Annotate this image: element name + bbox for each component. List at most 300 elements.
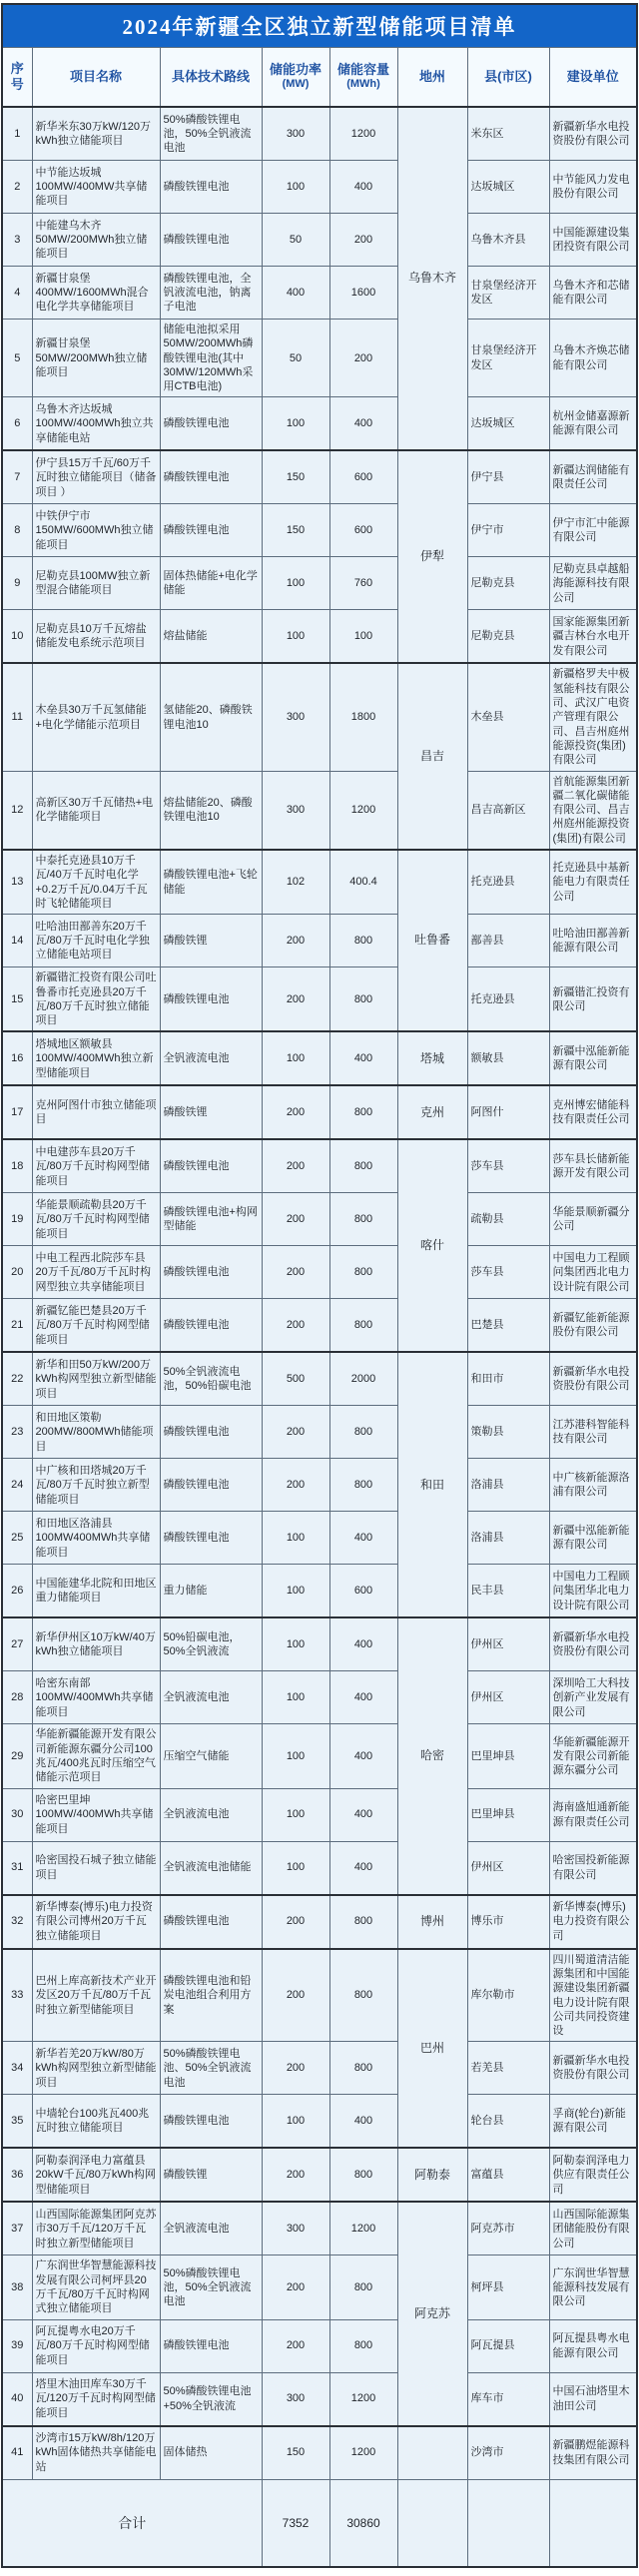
cell-project-name: 新华博泰(博乐)电力投资有限公司博州20万千瓦独立储能项目 <box>32 1895 160 1949</box>
cell-prefecture <box>397 2426 467 2480</box>
cell-county: 巴里坤县 <box>467 1724 549 1788</box>
cell-project-name: 华能新疆能源开发有限公司新能源东疆分公司100兆瓦/400兆瓦时压缩空气储能示范项目 <box>32 1724 160 1788</box>
cell-prefecture: 乌鲁木齐 <box>397 107 467 450</box>
column-header-prefecture: 地州 <box>397 48 467 108</box>
table-row <box>2 450 637 504</box>
cell-project-name: 塔城地区额敏县100MW/400MWh独立新型储能项目 <box>32 1031 160 1085</box>
table-row <box>2 1193 637 1246</box>
cell-tech-route: 磷酸铁锂 <box>160 1085 262 1139</box>
table-row <box>2 107 637 161</box>
cell-no: 39 <box>2 2319 32 2372</box>
table-row <box>2 1724 637 1788</box>
cell-capacity: 800 <box>329 2255 397 2319</box>
cell-project-name: 和田地区策勒200MW/800MWh储能项目 <box>32 1406 160 1459</box>
cell-capacity: 1200 <box>329 2202 397 2255</box>
cell-county: 木垒县 <box>467 663 549 771</box>
cell-project-name: 巴州上库高新技术产业开发区20万千瓦/80万千瓦时独立新型储能项目 <box>32 1949 160 2042</box>
cell-capacity: 800 <box>329 1949 397 2042</box>
cell-power: 200 <box>262 1299 329 1353</box>
cell-builder: 新疆鹏煜能源科技集团有限公司 <box>549 2426 637 2480</box>
cell-capacity: 400 <box>329 161 397 214</box>
cell-project-name: 尼勒克县100MW独立新型混合储能项目 <box>32 557 160 610</box>
column-header-tech-route: 具体技术路线 <box>160 48 262 108</box>
cell-power: 200 <box>262 967 329 1032</box>
cell-no: 1 <box>2 107 32 161</box>
total-row <box>2 2479 637 2567</box>
cell-builder: 首航能源集团新疆二氧化碳储能有限公司、昌吉州庭州能源投资(集团)有限公司 <box>549 771 637 850</box>
cell-project-name: 新华伊州区10万kW/40万kWh独立储能项目 <box>32 1617 160 1671</box>
cell-county: 伊宁县 <box>467 450 549 504</box>
cell-no: 7 <box>2 450 32 504</box>
cell-county: 尼勒克县 <box>467 610 549 664</box>
cell-builder: 吐哈油田鄯善新能源有限公司 <box>549 915 637 967</box>
cell-power: 100 <box>262 557 329 610</box>
table-row <box>2 2426 637 2480</box>
cell-no: 11 <box>2 663 32 771</box>
cell-project-name: 中能建乌木齐50MW/200MWh独立储能项目 <box>32 214 160 267</box>
cell-no: 19 <box>2 1193 32 1246</box>
cell-power: 100 <box>262 1031 329 1085</box>
cell-tech-route: 固体热储能+电化学储能 <box>160 557 262 610</box>
cell-power: 500 <box>262 1352 329 1406</box>
cell-county: 伊州区 <box>467 1671 549 1724</box>
cell-tech-route: 全钒液流电池储能 <box>160 1841 262 1895</box>
cell-no: 31 <box>2 1841 32 1895</box>
cell-no: 17 <box>2 1085 32 1139</box>
cell-builder: 广东润世华智慧能源科技发展有限公司 <box>549 2255 637 2319</box>
cell-project-name: 新华若羌20万kW/80万kWh构网型独立新型储能项目 <box>32 2042 160 2095</box>
title-row <box>2 4 637 48</box>
cell-no: 21 <box>2 1299 32 1353</box>
cell-county: 米东区 <box>467 107 549 161</box>
cell-no: 35 <box>2 2095 32 2149</box>
table-row <box>2 1788 637 1841</box>
cell-no: 20 <box>2 1246 32 1299</box>
cell-project-name: 中电工程西北院莎车县20万千瓦/80万千瓦时构网型独立共享储能项目 <box>32 1246 160 1299</box>
cell-prefecture: 昌吉 <box>397 663 467 850</box>
column-header-builder: 建设单位 <box>549 48 637 108</box>
cell-tech-route: 磷酸铁锂电池 <box>160 504 262 557</box>
cell-capacity: 400 <box>329 1841 397 1895</box>
cell-capacity: 800 <box>329 915 397 967</box>
cell-project-name: 新华和田50万kW/200万kWh构网型独立新型储能项目 <box>32 1352 160 1406</box>
cell-no: 13 <box>2 850 32 915</box>
cell-project-name: 中广核和田塔城20万千瓦/80万千瓦时独立新型储能项目 <box>32 1459 160 1512</box>
column-header-no: 序号 <box>2 48 32 108</box>
cell-no: 33 <box>2 1949 32 2042</box>
cell-county: 巴里坤县 <box>467 1788 549 1841</box>
cell-tech-route: 磷酸铁锂电池 <box>160 2095 262 2149</box>
cell-county: 富蕴县 <box>467 2148 549 2202</box>
column-header-project-name: 项目名称 <box>32 48 160 108</box>
cell-capacity: 800 <box>329 2042 397 2095</box>
cell-project-name: 中墙轮台100兆瓦400兆瓦时独立储能项目 <box>32 2095 160 2149</box>
cell-no: 32 <box>2 1895 32 1949</box>
cell-power: 200 <box>262 1246 329 1299</box>
cell-no: 38 <box>2 2255 32 2319</box>
cell-builder: 中广核新能源洛浦有限公司 <box>549 1459 637 1512</box>
table-row <box>2 214 637 267</box>
cell-builder: 新疆达润储能有限责任公司 <box>549 450 637 504</box>
table-row <box>2 267 637 320</box>
cell-tech-route: 全钒液流电池 <box>160 2202 262 2255</box>
cell-project-name: 阿瓦提粤水电20万千瓦/80万千瓦时构网型储能项目 <box>32 2319 160 2372</box>
cell-project-name: 中泰托克逊县10万千瓦/40万千瓦时电化学+0.2万千瓦/0.04万千瓦时飞轮储能项目 <box>32 850 160 915</box>
cell-project-name: 新疆甘泉堡50MW/200MWh独立储能项目 <box>32 320 160 397</box>
cell-county: 托克逊县 <box>467 967 549 1032</box>
header-row <box>2 48 637 108</box>
cell-power: 100 <box>262 1565 329 1618</box>
cell-county: 莎车县 <box>467 1139 549 1193</box>
table-row <box>2 1031 637 1085</box>
cell-tech-route: 熔盐储能 <box>160 610 262 664</box>
total-prefecture-empty <box>397 2479 467 2567</box>
cell-power: 150 <box>262 504 329 557</box>
cell-tech-route: 压缩空气储能 <box>160 1724 262 1788</box>
cell-capacity: 1200 <box>329 771 397 850</box>
cell-capacity: 800 <box>329 1406 397 1459</box>
table-row <box>2 1949 637 2042</box>
table-row <box>2 320 637 397</box>
cell-county: 柯坪县 <box>467 2255 549 2319</box>
cell-capacity: 800 <box>329 1299 397 1353</box>
cell-builder: 乌鲁木齐焕芯储能有限公司 <box>549 320 637 397</box>
cell-prefecture: 喀什 <box>397 1139 467 1352</box>
cell-capacity: 800 <box>329 2319 397 2372</box>
cell-prefecture: 和田 <box>397 1352 467 1617</box>
cell-capacity: 400 <box>329 1031 397 1085</box>
cell-tech-route: 磷酸铁锂电池+飞轮储能 <box>160 850 262 915</box>
cell-no: 5 <box>2 320 32 397</box>
cell-builder: 尼勒克县卓越船海能源科技有限公司 <box>549 557 637 610</box>
cell-tech-route: 磷酸铁锂电池 <box>160 450 262 504</box>
table-row <box>2 2042 637 2095</box>
column-header-capacity <box>329 48 397 108</box>
table-row <box>2 2255 637 2319</box>
cell-power: 102 <box>262 850 329 915</box>
cell-builder: 中节能风力发电股份有限公司 <box>549 161 637 214</box>
cell-builder: 中国石油塔里木油田公司 <box>549 2372 637 2426</box>
cell-county: 达坂城区 <box>467 161 549 214</box>
table-row <box>2 610 637 664</box>
table-row <box>2 2319 637 2372</box>
cell-prefecture: 吐鲁番 <box>397 850 467 1031</box>
cell-capacity: 600 <box>329 450 397 504</box>
cell-tech-route: 磷酸铁锂 <box>160 2148 262 2202</box>
cell-project-name: 华能景顺疏勒县20万千瓦/80万千瓦时构网型储能项目 <box>32 1193 160 1246</box>
cell-county: 阿克苏市 <box>467 2202 549 2255</box>
table-row <box>2 2372 637 2426</box>
cell-capacity: 800 <box>329 1246 397 1299</box>
cell-tech-route: 储能电池拟采用50MW/200MWh磷酸铁锂电池(其中30MW/120MWh采用CTB电池) <box>160 320 262 397</box>
cell-power: 200 <box>262 1895 329 1949</box>
cell-builder: 哈密国投新能源有限公司 <box>549 1841 637 1895</box>
cell-county: 洛浦县 <box>467 1512 549 1565</box>
cell-power: 200 <box>262 2255 329 2319</box>
cell-power: 100 <box>262 1617 329 1671</box>
cell-no: 40 <box>2 2372 32 2426</box>
cell-no: 41 <box>2 2426 32 2480</box>
cell-no: 10 <box>2 610 32 664</box>
cell-power: 200 <box>262 2319 329 2372</box>
table-row <box>2 1459 637 1512</box>
table-row <box>2 557 637 610</box>
cell-builder: 深圳哈工大科技创新产业发展有限公司 <box>549 1671 637 1724</box>
cell-capacity: 1200 <box>329 2372 397 2426</box>
cell-capacity: 800 <box>329 1459 397 1512</box>
cell-power: 100 <box>262 1671 329 1724</box>
cell-county: 尼勒克县 <box>467 557 549 610</box>
column-header-power-label: 储能功率 <box>269 62 321 77</box>
cell-project-name: 新疆锴汇投资有限公司吐鲁番市托克逊县20万千瓦/80万千瓦时独立储能项目 <box>32 967 160 1032</box>
cell-builder: 中国电力工程顾问集团西北电力设计院有限公司 <box>549 1246 637 1299</box>
table-row <box>2 850 637 915</box>
cell-no: 23 <box>2 1406 32 1459</box>
table-row <box>2 1406 637 1459</box>
cell-power: 300 <box>262 771 329 850</box>
cell-power: 300 <box>262 2202 329 2255</box>
cell-project-name: 哈密东南部100MW/400MWh共享储能项目 <box>32 1671 160 1724</box>
cell-builder: 托克逊县中基新能电力有限责任公司 <box>549 850 637 915</box>
cell-capacity: 800 <box>329 967 397 1032</box>
cell-project-name: 新华米东30万kW/120万kWh独立储能项目 <box>32 107 160 161</box>
total-capacity: 30860 <box>329 2479 397 2567</box>
cell-builder: 海南盛旭通新能源有限责任公司 <box>549 1788 637 1841</box>
cell-tech-route: 50%磷酸铁锂电池，50%全钒液流电池 <box>160 2255 262 2319</box>
cell-project-name: 中铁伊宁市150MW/600MWh独立储能项目 <box>32 504 160 557</box>
table-row <box>2 1895 637 1949</box>
cell-county: 伊州区 <box>467 1841 549 1895</box>
cell-tech-route: 磷酸铁锂电池 <box>160 2319 262 2372</box>
total-power: 7352 <box>262 2479 329 2567</box>
cell-no: 37 <box>2 2202 32 2255</box>
total-label: 合计 <box>2 2479 262 2567</box>
cell-project-name: 吐哈油田鄯善东20万千瓦/80万千瓦时电化学独立储能电站项目 <box>32 915 160 967</box>
cell-tech-route: 50%磷酸铁锂电池、50%全钒液流电池 <box>160 2042 262 2095</box>
cell-prefecture: 塔城 <box>397 1031 467 1085</box>
cell-county: 莎车县 <box>467 1246 549 1299</box>
table-row <box>2 397 637 451</box>
cell-tech-route: 磷酸铁锂电池 <box>160 1139 262 1193</box>
cell-builder: 新疆锴汇投资有限公司 <box>549 967 637 1032</box>
cell-capacity: 2000 <box>329 1352 397 1406</box>
cell-county: 托克逊县 <box>467 850 549 915</box>
cell-tech-route: 磷酸铁锂电池 <box>160 397 262 451</box>
cell-power: 100 <box>262 2095 329 2149</box>
cell-project-name: 新疆甘泉堡400MW/1600MWh混合电化学共享储能项目 <box>32 267 160 320</box>
cell-capacity: 400 <box>329 397 397 451</box>
cell-capacity: 1800 <box>329 663 397 771</box>
cell-power: 200 <box>262 1459 329 1512</box>
cell-tech-route: 磷酸铁锂电池 <box>160 214 262 267</box>
cell-project-name: 中国能建华北院和田地区重力储能项目 <box>32 1565 160 1618</box>
cell-power: 400 <box>262 267 329 320</box>
cell-county: 轮台县 <box>467 2095 549 2149</box>
total-county-empty <box>467 2479 549 2567</box>
cell-builder: 华能景顺新疆分公司 <box>549 1193 637 1246</box>
column-header-county: 县(市区) <box>467 48 549 108</box>
cell-builder: 莎车县长储新能源开发有限公司 <box>549 1139 637 1193</box>
cell-prefecture: 哈密 <box>397 1617 467 1894</box>
cell-power: 300 <box>262 107 329 161</box>
cell-capacity: 400 <box>329 2095 397 2149</box>
cell-power: 50 <box>262 214 329 267</box>
cell-no: 34 <box>2 2042 32 2095</box>
cell-power: 100 <box>262 610 329 664</box>
column-header-capacity-unit: (MWh) <box>346 78 380 91</box>
cell-no: 22 <box>2 1352 32 1406</box>
cell-builder: 新疆中泓能新能源有限公司 <box>549 1031 637 1085</box>
table-row <box>2 1565 637 1618</box>
cell-tech-route: 磷酸铁锂电池和铅炭电池组合利用方案 <box>160 1949 262 2042</box>
cell-power: 300 <box>262 2372 329 2426</box>
cell-power: 100 <box>262 397 329 451</box>
cell-power: 200 <box>262 1406 329 1459</box>
cell-no: 26 <box>2 1565 32 1618</box>
total-builder-empty <box>549 2479 637 2567</box>
cell-builder: 新疆新华水电投资股份有限公司 <box>549 107 637 161</box>
cell-no: 3 <box>2 214 32 267</box>
cell-county: 甘泉堡经济开发区 <box>467 267 549 320</box>
table-row <box>2 1352 637 1406</box>
cell-builder: 伊宁市汇中能源有限公司 <box>549 504 637 557</box>
cell-no: 15 <box>2 967 32 1032</box>
cell-project-name: 哈密国投石城子独立储能项目 <box>32 1841 160 1895</box>
cell-tech-route: 全钒液流电池 <box>160 1788 262 1841</box>
cell-tech-route: 50%铅碳电池，50%全钒液流 <box>160 1617 262 1671</box>
cell-county: 额敏县 <box>467 1031 549 1085</box>
cell-tech-route: 全钒液流电池 <box>160 1031 262 1085</box>
cell-capacity: 400 <box>329 1788 397 1841</box>
table-row <box>2 915 637 967</box>
column-header-capacity-label: 储能容量 <box>336 62 389 77</box>
table-row <box>2 1617 637 1671</box>
cell-power: 100 <box>262 1724 329 1788</box>
cell-county: 阿图什 <box>467 1085 549 1139</box>
cell-capacity: 800 <box>329 1895 397 1949</box>
cell-builder: 四川蜀道清洁能源集团和中国能源建设集团新疆电力设计院有限公司共同投资建设 <box>549 1949 637 2042</box>
cell-county: 民丰县 <box>467 1565 549 1618</box>
cell-project-name: 新疆钇能巴楚县20万千瓦/80万千瓦时构网型储能项目 <box>32 1299 160 1353</box>
cell-project-name: 沙湾市15万kW/8h/120万kWh固体储热共享储能电站 <box>32 2426 160 2480</box>
cell-builder: 乌鲁木齐和芯储能有限公司 <box>549 267 637 320</box>
cell-power: 150 <box>262 450 329 504</box>
cell-capacity: 1600 <box>329 267 397 320</box>
cell-no: 29 <box>2 1724 32 1788</box>
cell-builder: 克州博宏储能科技有限责任公司 <box>549 1085 637 1139</box>
cell-no: 12 <box>2 771 32 850</box>
cell-tech-route: 重力储能 <box>160 1565 262 1618</box>
cell-no: 14 <box>2 915 32 967</box>
cell-power: 200 <box>262 1085 329 1139</box>
cell-no: 8 <box>2 504 32 557</box>
cell-project-name: 广东润世华智慧能源科技发展有限公司柯坪县20万千瓦/80万千瓦时构网式独立储能项目 <box>32 2255 160 2319</box>
cell-project-name: 阿勒泰润泽电力富蕴县20kW千瓦/80万kWh构网型储能项目 <box>32 2148 160 2202</box>
table-row <box>2 161 637 214</box>
cell-builder: 中国能源建设集团投资有限公司 <box>549 214 637 267</box>
cell-builder: 阿瓦提县粤水电能源有限公司 <box>549 2319 637 2372</box>
table-row <box>2 1841 637 1895</box>
cell-capacity: 800 <box>329 1139 397 1193</box>
cell-builder: 新疆新华水电投资股份有限公司 <box>549 1352 637 1406</box>
cell-county: 和田市 <box>467 1352 549 1406</box>
cell-power: 300 <box>262 663 329 771</box>
table-row <box>2 1139 637 1193</box>
table-row <box>2 1671 637 1724</box>
cell-prefecture: 阿克苏 <box>397 2202 467 2425</box>
cell-no: 16 <box>2 1031 32 1085</box>
cell-capacity: 200 <box>329 320 397 397</box>
cell-builder: 新疆新华水电投资股份有限公司 <box>549 1617 637 1671</box>
cell-county: 伊宁市 <box>467 504 549 557</box>
cell-no: 2 <box>2 161 32 214</box>
cell-county: 若羌县 <box>467 2042 549 2095</box>
cell-tech-route: 磷酸铁锂电池+构网型储能 <box>160 1193 262 1246</box>
cell-builder: 华能新疆能源开发有限公司新能源东疆分公司 <box>549 1724 637 1788</box>
cell-builder: 新疆中泓能新能源有限公司 <box>549 1512 637 1565</box>
cell-capacity: 400.4 <box>329 850 397 915</box>
cell-county: 甘泉堡经济开发区 <box>467 320 549 397</box>
storage-projects-table <box>1 3 638 2568</box>
cell-tech-route: 磷酸铁锂电池 <box>160 1459 262 1512</box>
cell-no: 24 <box>2 1459 32 1512</box>
table-row <box>2 504 637 557</box>
cell-power: 200 <box>262 2042 329 2095</box>
cell-tech-route: 磷酸铁锂电池 <box>160 967 262 1032</box>
cell-capacity: 100 <box>329 610 397 664</box>
cell-project-name: 克州阿图什市独立储能项目 <box>32 1085 160 1139</box>
cell-capacity: 600 <box>329 504 397 557</box>
cell-power: 100 <box>262 1512 329 1565</box>
cell-builder: 杭州金储嘉源新能源有限公司 <box>549 397 637 451</box>
cell-county: 博乐市 <box>467 1895 549 1949</box>
cell-power: 100 <box>262 1788 329 1841</box>
cell-builder: 中国电力工程顾问集团华北电力设计院有限公司 <box>549 1565 637 1618</box>
cell-tech-route: 50%磷酸铁锂电池，50%全钒液流电池 <box>160 107 262 161</box>
cell-county: 库车市 <box>467 2372 549 2426</box>
cell-capacity: 1200 <box>329 2426 397 2480</box>
cell-power: 200 <box>262 915 329 967</box>
cell-county: 乌鲁木齐县 <box>467 214 549 267</box>
cell-project-name: 乌鲁木齐达坂城100MW/400MWh独立共享储能电站 <box>32 397 160 451</box>
cell-power: 200 <box>262 1193 329 1246</box>
cell-builder: 新华博泰(博乐)电力投资有限公司 <box>549 1895 637 1949</box>
table-row <box>2 771 637 850</box>
cell-builder: 阿勒泰润泽电力供应有限责任公司 <box>549 2148 637 2202</box>
cell-project-name: 高新区30万千瓦储热+电化学储能项目 <box>32 771 160 850</box>
cell-project-name: 中电建莎车县20万千瓦/80万千瓦时构网型储能项目 <box>32 1139 160 1193</box>
cell-capacity: 400 <box>329 1724 397 1788</box>
cell-capacity: 400 <box>329 1617 397 1671</box>
cell-county: 伊州区 <box>467 1617 549 1671</box>
cell-power: 200 <box>262 1139 329 1193</box>
cell-project-name: 伊宁县15万千瓦/60万千瓦时独立储能项目（储备项目 ） <box>32 450 160 504</box>
cell-county: 沙湾市 <box>467 2426 549 2480</box>
cell-tech-route: 磷酸铁锂电池 <box>160 1406 262 1459</box>
cell-no: 6 <box>2 397 32 451</box>
page-title: 2024年新疆全区独立新型储能项目清单 <box>2 4 637 48</box>
column-header-power-unit: (MW) <box>282 78 310 91</box>
cell-capacity: 1200 <box>329 107 397 161</box>
cell-prefecture: 巴州 <box>397 1949 467 2149</box>
cell-county: 鄯善县 <box>467 915 549 967</box>
table-row <box>2 2202 637 2255</box>
cell-prefecture: 伊犁 <box>397 450 467 663</box>
cell-prefecture: 博州 <box>397 1895 467 1949</box>
table-row <box>2 967 637 1032</box>
table-row <box>2 2148 637 2202</box>
cell-builder: 孚商(轮台)新能源有限公司 <box>549 2095 637 2149</box>
